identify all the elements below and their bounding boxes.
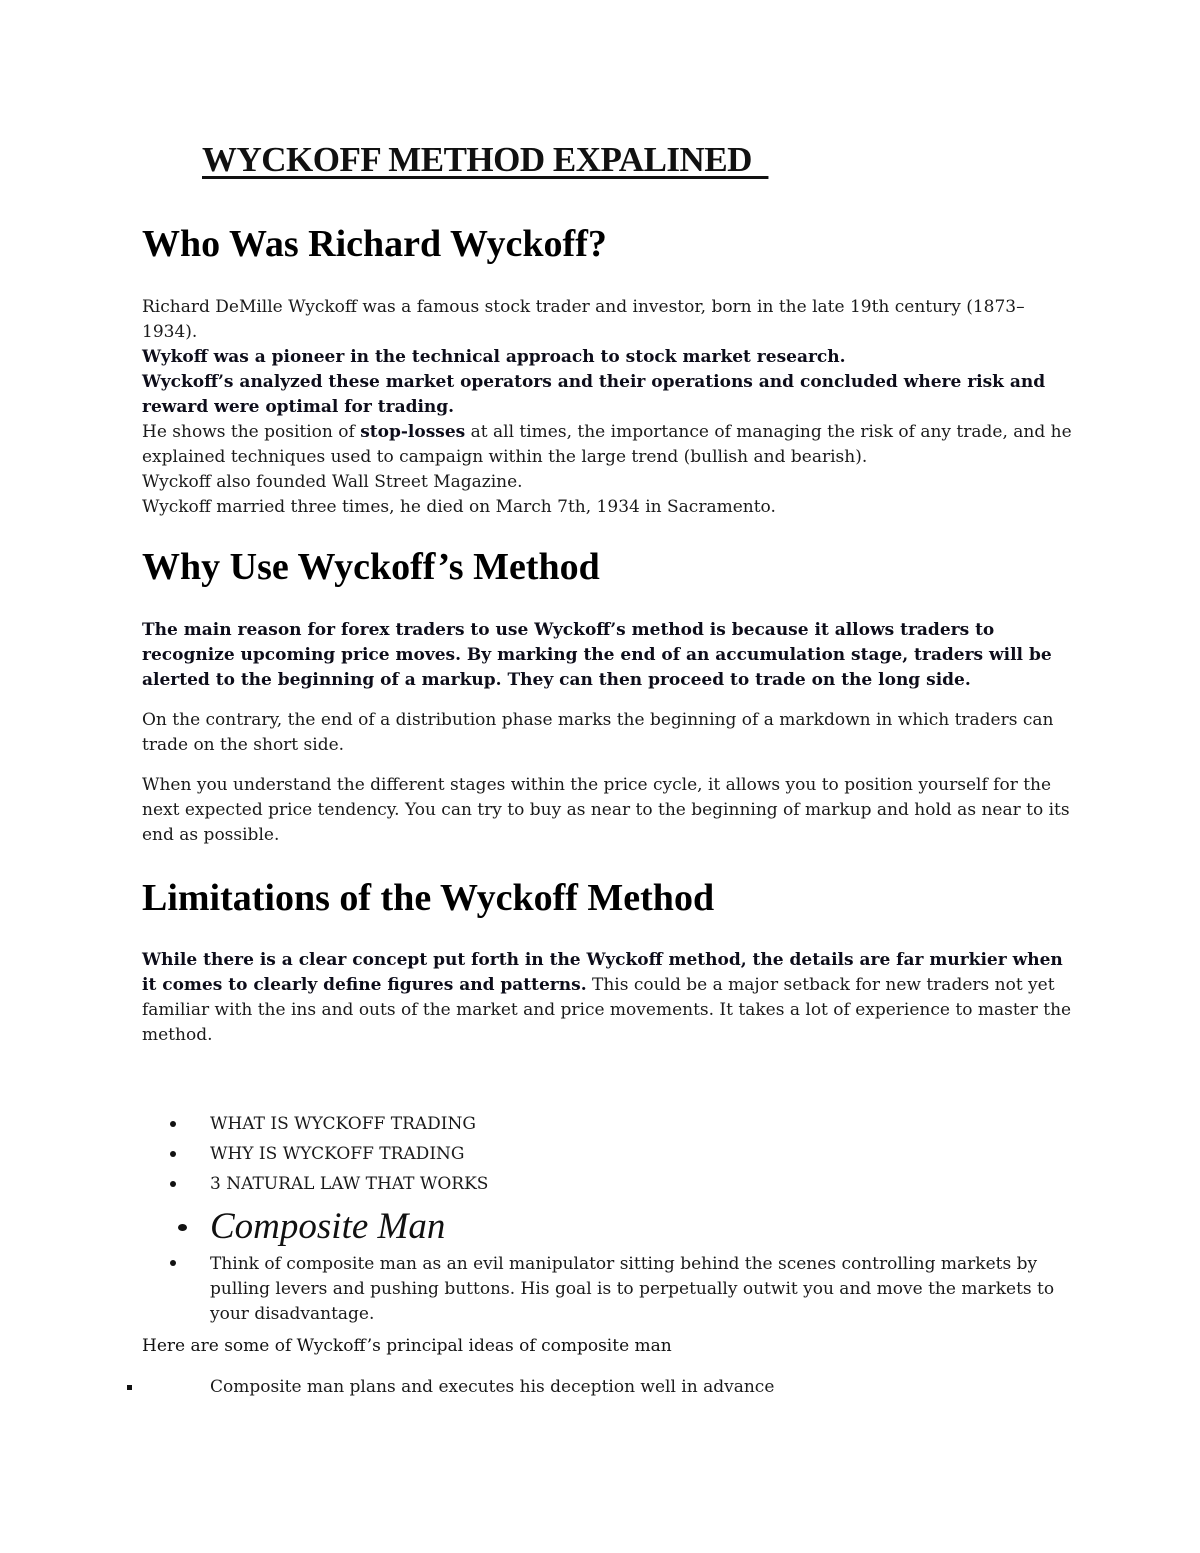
document-title: WYCKOFF METHOD EXPALINED	[202, 140, 769, 179]
bullet-icon	[170, 1151, 176, 1157]
list-item-plans: Composite man plans and executes his deception well in advance	[210, 1377, 775, 1397]
para-limitations: While there is a clear concept put forth in the Wyckoff method, the details are far murkier when it comes to clearly define figures and patterns. This could be a major setback for new traders not yet familiar with the ins and outs of the market and price movements. It takes a lot of experience to master the method.	[142, 950, 1072, 1045]
heading-limitations: Limitations of the Wyckoff Method	[142, 877, 715, 919]
para-contrary: On the contrary, the end of a distribution phase marks the beginning of a markdown in which traders can trade on the short side.	[142, 710, 1054, 755]
heading-why-use: Why Use Wyckoff’s Method	[142, 546, 600, 588]
para-principal-ideas: Here are some of Wyckoff’s principal ideas of composite man	[142, 1336, 672, 1356]
para-pioneer: Wykoff was a pioneer in the technical approach to stock market research.	[142, 347, 846, 367]
para-stop-losses: He shows the position of stop-losses at all times, the importance of managing the risk of any trade, and he explained techniques used to campaign within the large trend (bullish and bearish).	[142, 422, 1072, 467]
para-understand: When you understand the different stages within the price cycle, it allows you to position yourself for the next expected price tendency. You can try to buy as near to the beginning of markup and hold as near to its end as possible.	[142, 775, 1070, 845]
section2-body	[142, 618, 1072, 848]
para-bio: Richard DeMille Wyckoff was a famous stock trader and investor, born in the late 19th century (1873–1934).	[142, 297, 1025, 342]
bullet-icon	[170, 1121, 176, 1127]
heading-who-was-wyckoff: Who Was Richard Wyckoff?	[142, 223, 607, 265]
para-founded: Wyckoff also founded Wall Street Magazine.	[142, 472, 523, 492]
section3-body	[142, 948, 1072, 1048]
list-item: 3 NATURAL LAW THAT WORKS	[210, 1174, 489, 1194]
composite-man-heading: Composite Man	[210, 1206, 446, 1247]
para-analyzed: Wyckoff’s analyzed these market operators and their operations and concluded where risk and reward were optimal for trading.	[142, 372, 1046, 417]
para-married: Wyckoff married three times, he died on March 7th, 1934 in Sacramento.	[142, 497, 776, 517]
bullet-icon	[178, 1224, 187, 1231]
bullet-icon	[170, 1181, 176, 1187]
list-item-composite-description: Think of composite man as an evil manipulator sitting behind the scenes controlling markets by pulling levers and pushing buttons. His goal is to perpetually outwit you and move the markets to your disadvantage.	[210, 1254, 1055, 1324]
para-main-reason: The main reason for forex traders to use Wyckoff’s method is because it allows traders to recognize upcoming price moves. By marking the end of an accumulation stage, traders will be alerted to the beginning of a markup. They can then proceed to trade on the long side.	[142, 620, 1052, 690]
section1-body	[142, 295, 1072, 520]
list-item: WHAT IS WYCKOFF TRADING	[210, 1114, 476, 1134]
square-bullet-icon	[127, 1385, 132, 1390]
bullet-icon	[170, 1260, 176, 1266]
list-item: WHY IS WYCKOFF TRADING	[210, 1144, 465, 1164]
